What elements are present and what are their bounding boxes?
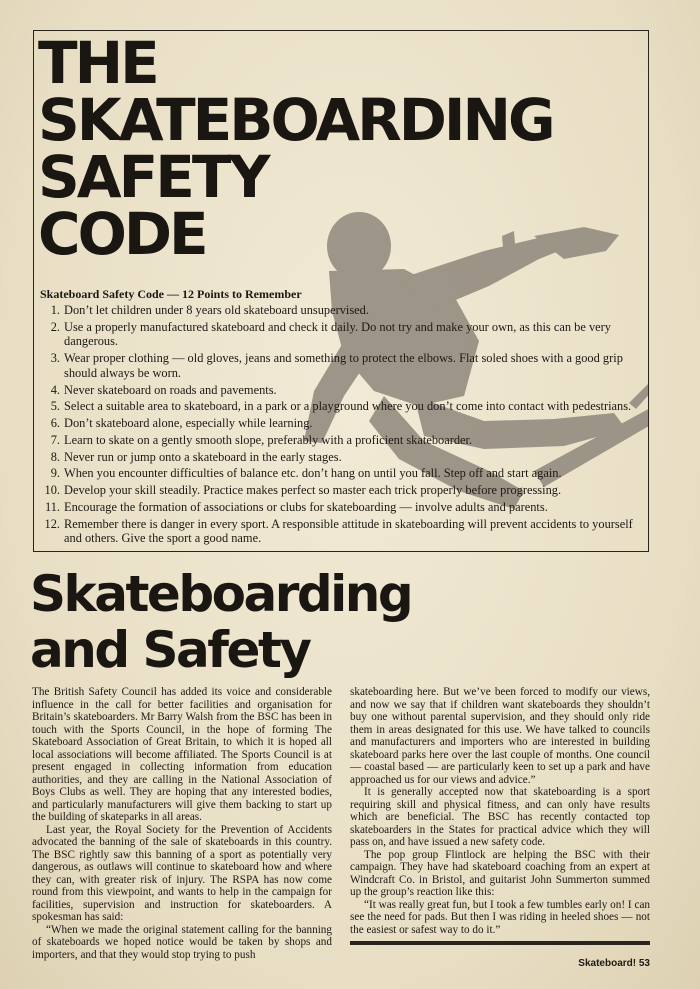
rule-number: 9. xyxy=(50,466,60,481)
rule-text: Develop your skill steadily. Practice makes perfect so master each trick properly before progressing. xyxy=(64,483,562,498)
safety-rule xyxy=(40,320,640,349)
rule-text: Encourage the formation of associations or clubs for skateboarding — involve adults and parents. xyxy=(64,500,548,514)
safety-rule xyxy=(40,383,640,398)
article-title xyxy=(30,566,411,678)
rule-text: Wear proper clothing — old gloves, jeans and something to protect the elbows. Flat soled shoes with a good grip should always be worn. xyxy=(64,351,623,380)
article-paragraph: The British Safety Council has added its voice and considerable influence in the call for better facilities and organisation for Britain’s skateboarders. Mr Barry Walsh from the BSC has been in touch with the Sports Council, in the hope of forming The Skateboard Association of Great Britain, to which it is hoped all local associations will become affiliated. The Sports Council is at present engaged in collecting information from education authorities, and they are calling in the National Association of Boys Clubs as well. They are hoping that any interested bodies, and particularly manufacturers will give them backing to start up the building of skateparks in all areas. xyxy=(32,686,332,823)
safety-rule xyxy=(40,303,640,318)
safety-rule xyxy=(40,517,640,546)
code-title-line: THE xyxy=(38,30,157,97)
rule-text: Don’t skateboard alone, especially while learning. xyxy=(64,416,313,431)
article-paragraph: “When we made the original statement calling for the banning of skateboards we hoped notice would be taken by shops and importers, and that they would stop trying to push xyxy=(32,923,332,961)
code-title-line: SAFETY xyxy=(38,143,268,211)
article-column-right xyxy=(350,686,650,936)
page-folio: Skateboard! 53 xyxy=(578,958,650,969)
safety-rule xyxy=(40,433,640,448)
rule-text: Never skateboard on roads and pavements. xyxy=(64,382,277,397)
rule-number: 4. xyxy=(50,382,60,397)
article-paragraph: Last year, the Royal Society for the Prevention of Accidents advocated the banning of the sale of skateboards in this country. The BSC rightly saw this banning of a sport as potentially very dangerous, as outlaws will continue to skateboard how and where they can, with greater risk of injury. The RSPA has now come round from this viewpoint, and wants to help in the campaign for facilities, supervision and instruction for skateboarders. A spokesman has said: xyxy=(32,823,332,923)
rule-text: Never run or jump onto a skateboard in the early stages. xyxy=(64,449,342,464)
rule-number: 3. xyxy=(50,351,60,366)
safety-code-box xyxy=(33,30,649,552)
safety-rule xyxy=(40,500,640,515)
article-title-line: and Safety xyxy=(30,621,310,679)
rule-text: Remember there is danger in every sport. A responsible attitude in skateboarding will prevent accidents to yourself and others. Give the sport a good name. xyxy=(64,516,633,546)
column-end-rule xyxy=(350,941,650,945)
rule-text: Select a suitable area to skateboard, in a park or a playground where you don’t come into contact with pedestrians. xyxy=(64,399,632,414)
article-paragraph: The pop group Flintlock are helping the BSC with their campaign. They have had skateboard coaching from an expert at Windcraft Co. in Bristol, and guitarist John Summerton summed up the group’s reaction like this: xyxy=(350,848,650,898)
rule-number: 1. xyxy=(50,303,60,317)
safety-rule xyxy=(40,483,640,498)
article-title-line: Skateboarding xyxy=(30,565,412,623)
safety-rule xyxy=(40,466,640,481)
code-title-line: SKATEBOARDING xyxy=(38,86,553,154)
code-subheading: Skateboard Safety Code — 12 Points to Remember xyxy=(40,287,302,301)
safety-rule xyxy=(40,416,640,431)
rule-text: Don’t let children under 8 years old skateboard unsupervised. xyxy=(64,303,369,317)
article-paragraph: It is generally accepted now that skateboarding is a sport requiring skill and physical fitness, and can only have results which are beneficial. The BSC has recently contacted top skateboarders in the States for practical advice which they will pass on, and have issued a new safety code. xyxy=(350,786,650,848)
rule-text: When you encounter difficulties of balance etc. don’t hang on until you fall. Step off and start again. xyxy=(64,466,562,481)
article-paragraph: skateboarding here. But we’ve been forced to modify our views, and now we say that if children want skateboards they shouldn’t buy one without parental supervision, and they should only ride them in areas designated for this use. We have talked to councils and manufacturers and importers who are interested in building skateboard parks here over the last couple of months. One council — coastal based — are particularly keen to set up a park and have approached us for our views and advice.” xyxy=(350,686,650,786)
safety-rule xyxy=(40,351,640,380)
rule-number: 2. xyxy=(50,319,60,334)
rule-number: 10. xyxy=(44,483,60,498)
rule-number: 5. xyxy=(50,399,60,414)
rule-text: Use a properly manufactured skateboard and check it daily. Do not try and make your own, as this can be very dangerous. xyxy=(64,319,611,349)
rule-number: 8. xyxy=(50,449,60,464)
rule-number: 12. xyxy=(44,516,60,531)
code-title xyxy=(38,30,553,268)
rule-number: 6. xyxy=(50,416,60,431)
safety-rule xyxy=(40,450,640,465)
safety-rules-list xyxy=(40,303,640,548)
rule-number: 11. xyxy=(44,500,60,514)
rule-text: Learn to skate on a gently smooth slope, preferably with a proficient skateboarder. xyxy=(64,432,473,447)
safety-rule xyxy=(40,399,640,414)
article-column-left xyxy=(32,686,332,961)
article-paragraph: “It was really great fun, but I took a few tumbles early on! I can see the need for pads. But then I was riding in heeled shoes — not the easiest or safest way to do it.” xyxy=(350,898,650,936)
rule-number: 7. xyxy=(50,432,60,447)
code-title-line: CODE xyxy=(38,200,206,268)
